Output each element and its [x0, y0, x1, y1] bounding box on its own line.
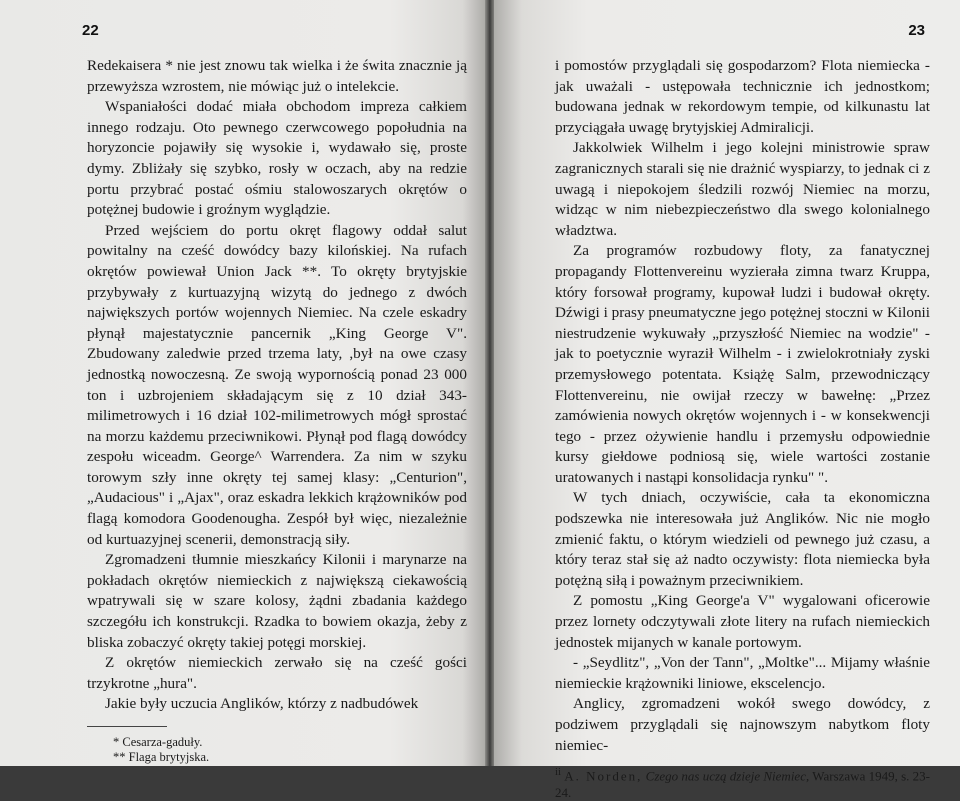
paragraph: - „Seydlitz", „Von der Tann", „Moltke"... Mijamy właśnie niemieckie krążowniki liniowe, ekscelencjo. [555, 654, 930, 692]
right-page-number: 23 [908, 22, 925, 39]
paragraph: Zgromadzeni tłumnie mieszkańcy Kilonii i marynarze na pokładach okrętów niemieckich z największą ciekawością wpatrywali się w szare kolosy, żądni zbadania każdego szczegółu ich konstrukcji. Rzadka to bowiem okazja, żeby z bliska zobaczyć okręty takiej potęgi morskiej. [87, 551, 467, 651]
right-page [494, 0, 960, 800]
footnote [555, 764, 930, 800]
right-page-body [555, 56, 930, 756]
footnote-divider [87, 726, 167, 727]
footnote: * Cesarza-gaduły. [113, 735, 203, 749]
footnote-marker: ii [555, 766, 562, 779]
paragraph: Przed wejściem do portu okręt flagowy oddał salut powitalny na cześć dowódcy bazy kilońskiej. Na rufach okrętów powiewał Union Jack **. To okręty brytyjskie przybywały z kurtuazyjną wizytą do jednego z dwóch największych portów wojennych Niemiec. Na czele eskadry płynął majestatycznie pancernik „King George V". Zbudowany zaledwie przed trzema laty, ,był na owe czasy jednostką nowoczesną. Ze swoją wypornością ponad 23 000 ton i uzbrojeniem składającym się z 10 dział 343-milimetrowych i 16 dział 102-milimetrowych mógł sprostać na morzu każdemu przeciwnikowi. Płynął pod flagą dowódcy zespołu wiceadm. George^ Warrendera. Za nim w szyku torowym szły inne okręty tej samej klasy: „Centurion", „Audacious" i „Ajax", oraz eskadra lekkich krążowników pod flagą komodora Goodenougha. Zespół był więc, niezależnie od kurtuazyjnej scenerii, demonstracją siły. [87, 221, 467, 548]
paragraph: Jakie były uczucia Anglików, którzy z nadbudówek [105, 695, 419, 713]
footnote-rest: Warszawa 1949, s. 23-24. [555, 768, 930, 800]
left-page [0, 0, 487, 766]
paragraph: Jakkolwiek Wilhelm i jego kolejni ministrowie spraw zagranicznych starali się nie drażnić wyspiarzy, to jednak ci z uwagą i niepokojem śledzili rozwój Niemiec na morzu, widząc w nim niebezpieczeństwo dla swego kolonialnego władztwa. [555, 139, 930, 239]
paragraph: Redekaisera * nie jest znowu tak wielka i że świta znacznie ją przewyższa wzrostem, nie mówiąc już o intelekcie. [87, 57, 467, 95]
footnote-author: A. Norden, [564, 768, 643, 784]
paragraph: Z pomostu „King George'a V" wygalowani oficerowie przez lornety odczytywali złote litery na rufach niemieckich jednostek mijanych w kanale portowym. [555, 592, 930, 651]
footnote: ** Flaga brytyjska. [113, 750, 210, 764]
paragraph: Z okrętów niemieckich zerwało się na cześć gości trzykrotne „hura". [87, 654, 467, 692]
left-page-body [87, 56, 467, 715]
paragraph: W tych dniach, oczywiście, cała ta ekonomiczna podszewka nie interesowała już Anglików. Nic nie mogło zmienić faktu, o którym wiedzieli od pewnego już czasu, a który teraz stał się aż nadto oczywisty: flota niemiecka była potężną siłą i poważnym przeciwnikiem. [555, 489, 930, 589]
paragraph: Wspaniałości dodać miała obchodom impreza całkiem innego rodzaju. Oto pewnego czerwcowego popołudnia na horyzoncie pojawiły się wysokie i, wydawało się, proste dymy. Zbliżały się szybko, rosły w oczach, aby na redzie portu przybrać postać ośmiu stalowoszarych okrętów o potężnej budowie i groźnym wyglądzie. [87, 98, 467, 219]
right-footnotes [555, 764, 930, 800]
left-footnotes [87, 735, 467, 765]
footnote-title: Czego nas uczą dzieje Niemiec, [645, 768, 810, 784]
left-page-number: 22 [82, 22, 99, 39]
paragraph: Anglicy, zgromadzeni wokół swego dowódcy, z podziwem przyglądali się najnowszym nabytkom floty niemiec- [555, 695, 930, 754]
paragraph: Za programów rozbudowy floty, za fanatycznej propagandy Flottenvereinu wyzierała zimna twarz Kruppa, który forsował programy, kupował ludzi i budował okręty. Dźwigi i prasy pneumatyczne jego potężnej stoczni w Kilonii niestrudzenie wykuwały „przyszłość Niemiec na wodzie" - jak to poetycznie wyraził Wilhelm - i zwielokrotniały zyski przemysłowego potentata. Książę Salm, przewodniczący Flottenvereinu, nie owijał rzeczy w bawełnę: „Przez zamówienia nowych okrętów wojennych i - w konsekwencji tego - przez ożywienie handlu i przemysłu odpowiednie kursy giełdowe podniosą się, wiele wartości zostanie uratowanych i nastąpi konsolidacja rynku" ". [555, 242, 930, 486]
paragraph: i pomostów przyglądali się gospodarzom? Flota niemiecka - jak uważali - ustępowała technicznie ich jednostkom; budowana jednak w rekordowym tempie, od kilkunastu lat przyciągała uwagę brytyjskiej Admiralicji. [555, 57, 930, 136]
